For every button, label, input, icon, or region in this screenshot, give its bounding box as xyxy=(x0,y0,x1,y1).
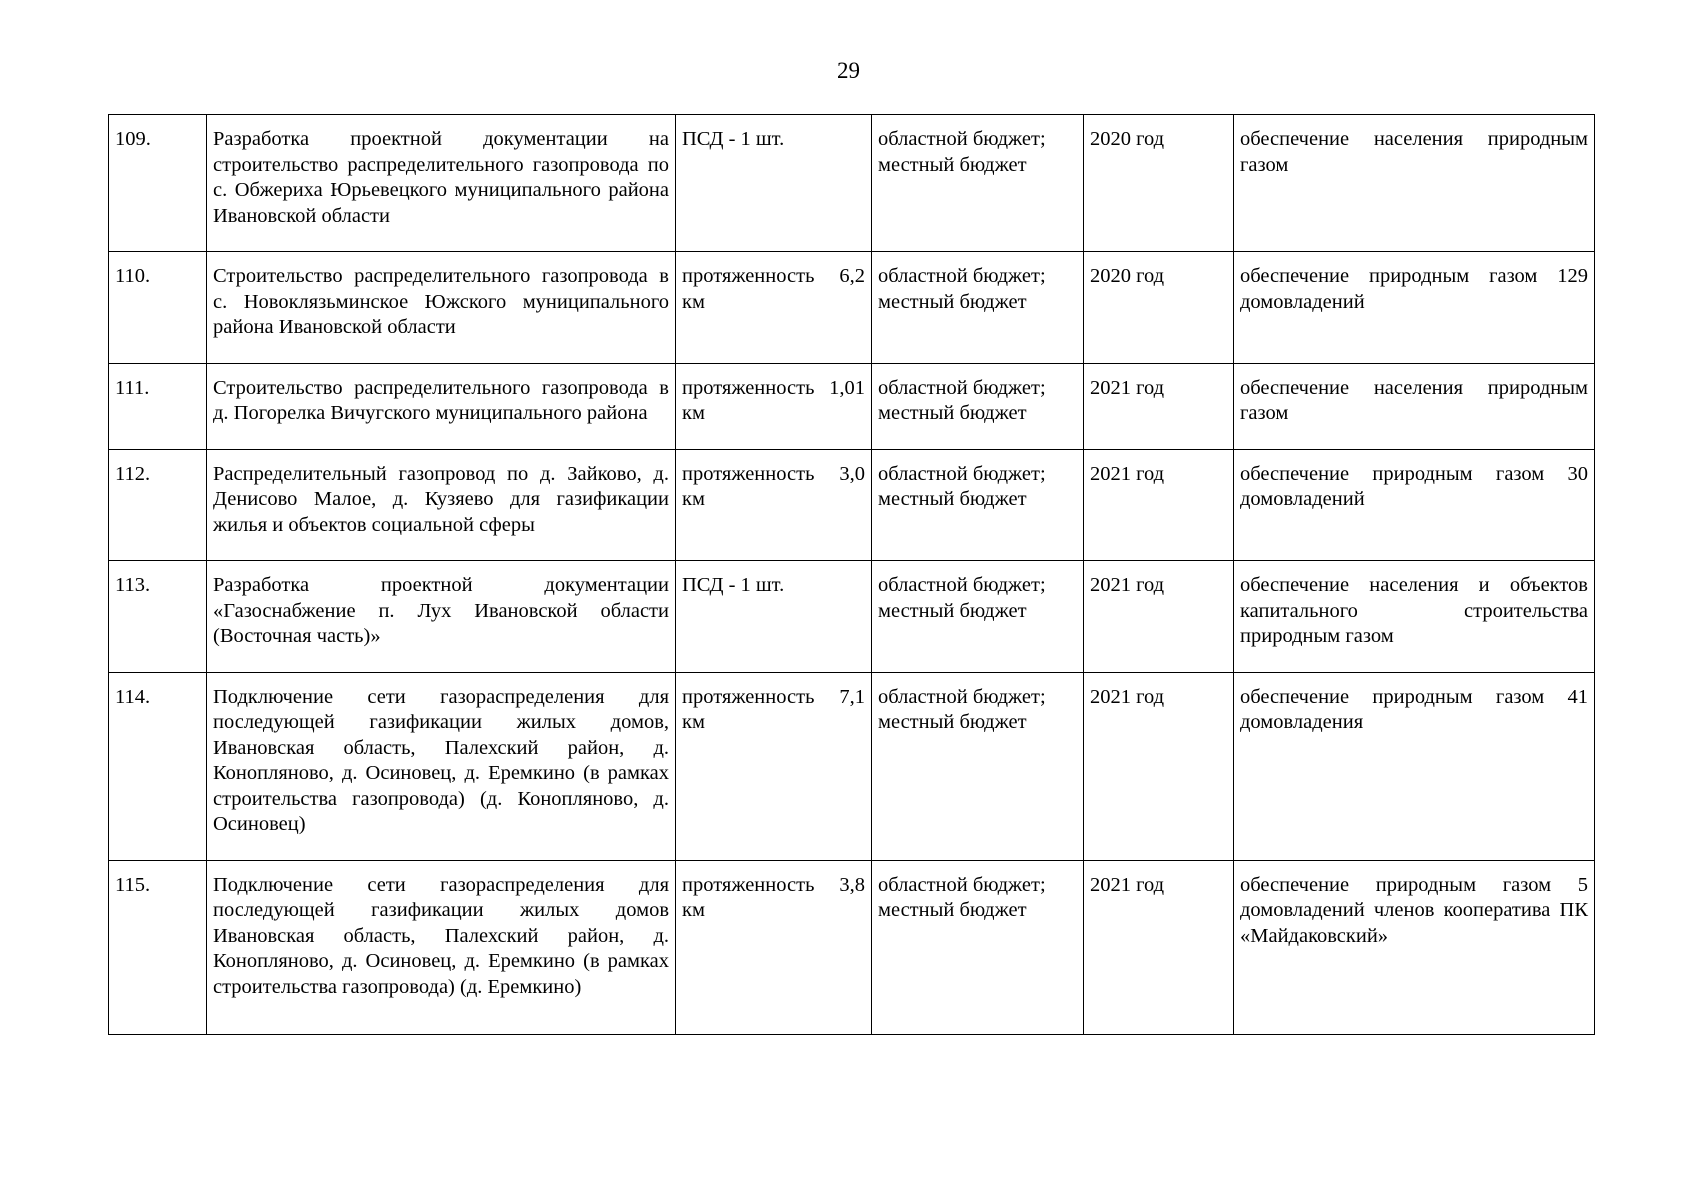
project-year: 2020 год xyxy=(1084,252,1234,364)
projects-table xyxy=(108,114,1595,1035)
table-row xyxy=(109,115,1595,252)
table-row xyxy=(109,561,1595,673)
funding-source: областной бюджет; местный бюджет xyxy=(872,672,1084,860)
project-name: Подключение сети газораспределения для последующей газификации жилых домов, Ивановская область, Палехский район, д. Конопляново, д. Осиновец, д. Еремкино (в рамках строительства газопровода) (д. Конопляново, д. Осиновец) xyxy=(207,672,676,860)
project-name: Строительство распределительного газопровода в с. Новоклязьминское Южского муниципального района Ивановской области xyxy=(207,252,676,364)
project-effect: обеспечение населения и объектов капитального строительства природным газом xyxy=(1234,561,1595,673)
project-name: Разработка проектной документации на строительство распределительного газопровода по с. Обжериха Юрьевецкого муниципального района Ивановской области xyxy=(207,115,676,252)
project-name: Подключение сети газораспределения для последующей газификации жилых домов Ивановская область, Палехский район, д. Конопляново, д. Осиновец, д. Еремкино (в рамках строительства газопровода) (д. Еремкино) xyxy=(207,860,676,1035)
funding-source: областной бюджет; местный бюджет xyxy=(872,561,1084,673)
project-capacity: протяженность 6,2 км xyxy=(676,252,872,364)
row-number: 112. xyxy=(109,449,207,561)
project-effect: обеспечение природным газом 5 домовладений членов кооператива ПК «Майдаковский» xyxy=(1234,860,1595,1035)
table-row xyxy=(109,252,1595,364)
funding-source: областной бюджет; местный бюджет xyxy=(872,449,1084,561)
page-number: 29 xyxy=(837,58,860,83)
funding-source: областной бюджет; местный бюджет xyxy=(872,363,1084,449)
project-year: 2020 год xyxy=(1084,115,1234,252)
project-effect: обеспечение природным газом 30 домовладений xyxy=(1234,449,1595,561)
project-name: Строительство распределительного газопровода в д. Погорелка Вичугского муниципального района xyxy=(207,363,676,449)
project-effect: обеспечение населения природным газом xyxy=(1234,115,1595,252)
row-number: 114. xyxy=(109,672,207,860)
project-year: 2021 год xyxy=(1084,449,1234,561)
project-capacity: ПСД - 1 шт. xyxy=(676,561,872,673)
project-capacity: ПСД - 1 шт. xyxy=(676,115,872,252)
row-number: 111. xyxy=(109,363,207,449)
project-capacity: протяженность 3,8 км xyxy=(676,860,872,1035)
project-year: 2021 год xyxy=(1084,363,1234,449)
table-row xyxy=(109,860,1595,1035)
project-name: Разработка проектной документации «Газоснабжение п. Лух Ивановской области (Восточная часть)» xyxy=(207,561,676,673)
project-name: Распределительный газопровод по д. Зайково, д. Денисово Малое, д. Кузяево для газификации жилья и объектов социальной сферы xyxy=(207,449,676,561)
table-row xyxy=(109,449,1595,561)
project-effect: обеспечение населения природным газом xyxy=(1234,363,1595,449)
project-effect: обеспечение природным газом 41 домовладения xyxy=(1234,672,1595,860)
project-year: 2021 год xyxy=(1084,860,1234,1035)
project-capacity: протяженность 7,1 км xyxy=(676,672,872,860)
table-row xyxy=(109,672,1595,860)
funding-source: областной бюджет; местный бюджет xyxy=(872,252,1084,364)
project-capacity: протяженность 1,01 км xyxy=(676,363,872,449)
row-number: 113. xyxy=(109,561,207,673)
project-year: 2021 год xyxy=(1084,672,1234,860)
project-effect: обеспечение природным газом 129 домовладений xyxy=(1234,252,1595,364)
row-number: 110. xyxy=(109,252,207,364)
funding-source: областной бюджет; местный бюджет xyxy=(872,115,1084,252)
table-row xyxy=(109,363,1595,449)
row-number: 115. xyxy=(109,860,207,1035)
project-capacity: протяженность 3,0 км xyxy=(676,449,872,561)
funding-source: областной бюджет; местный бюджет xyxy=(872,860,1084,1035)
row-number: 109. xyxy=(109,115,207,252)
project-year: 2021 год xyxy=(1084,561,1234,673)
